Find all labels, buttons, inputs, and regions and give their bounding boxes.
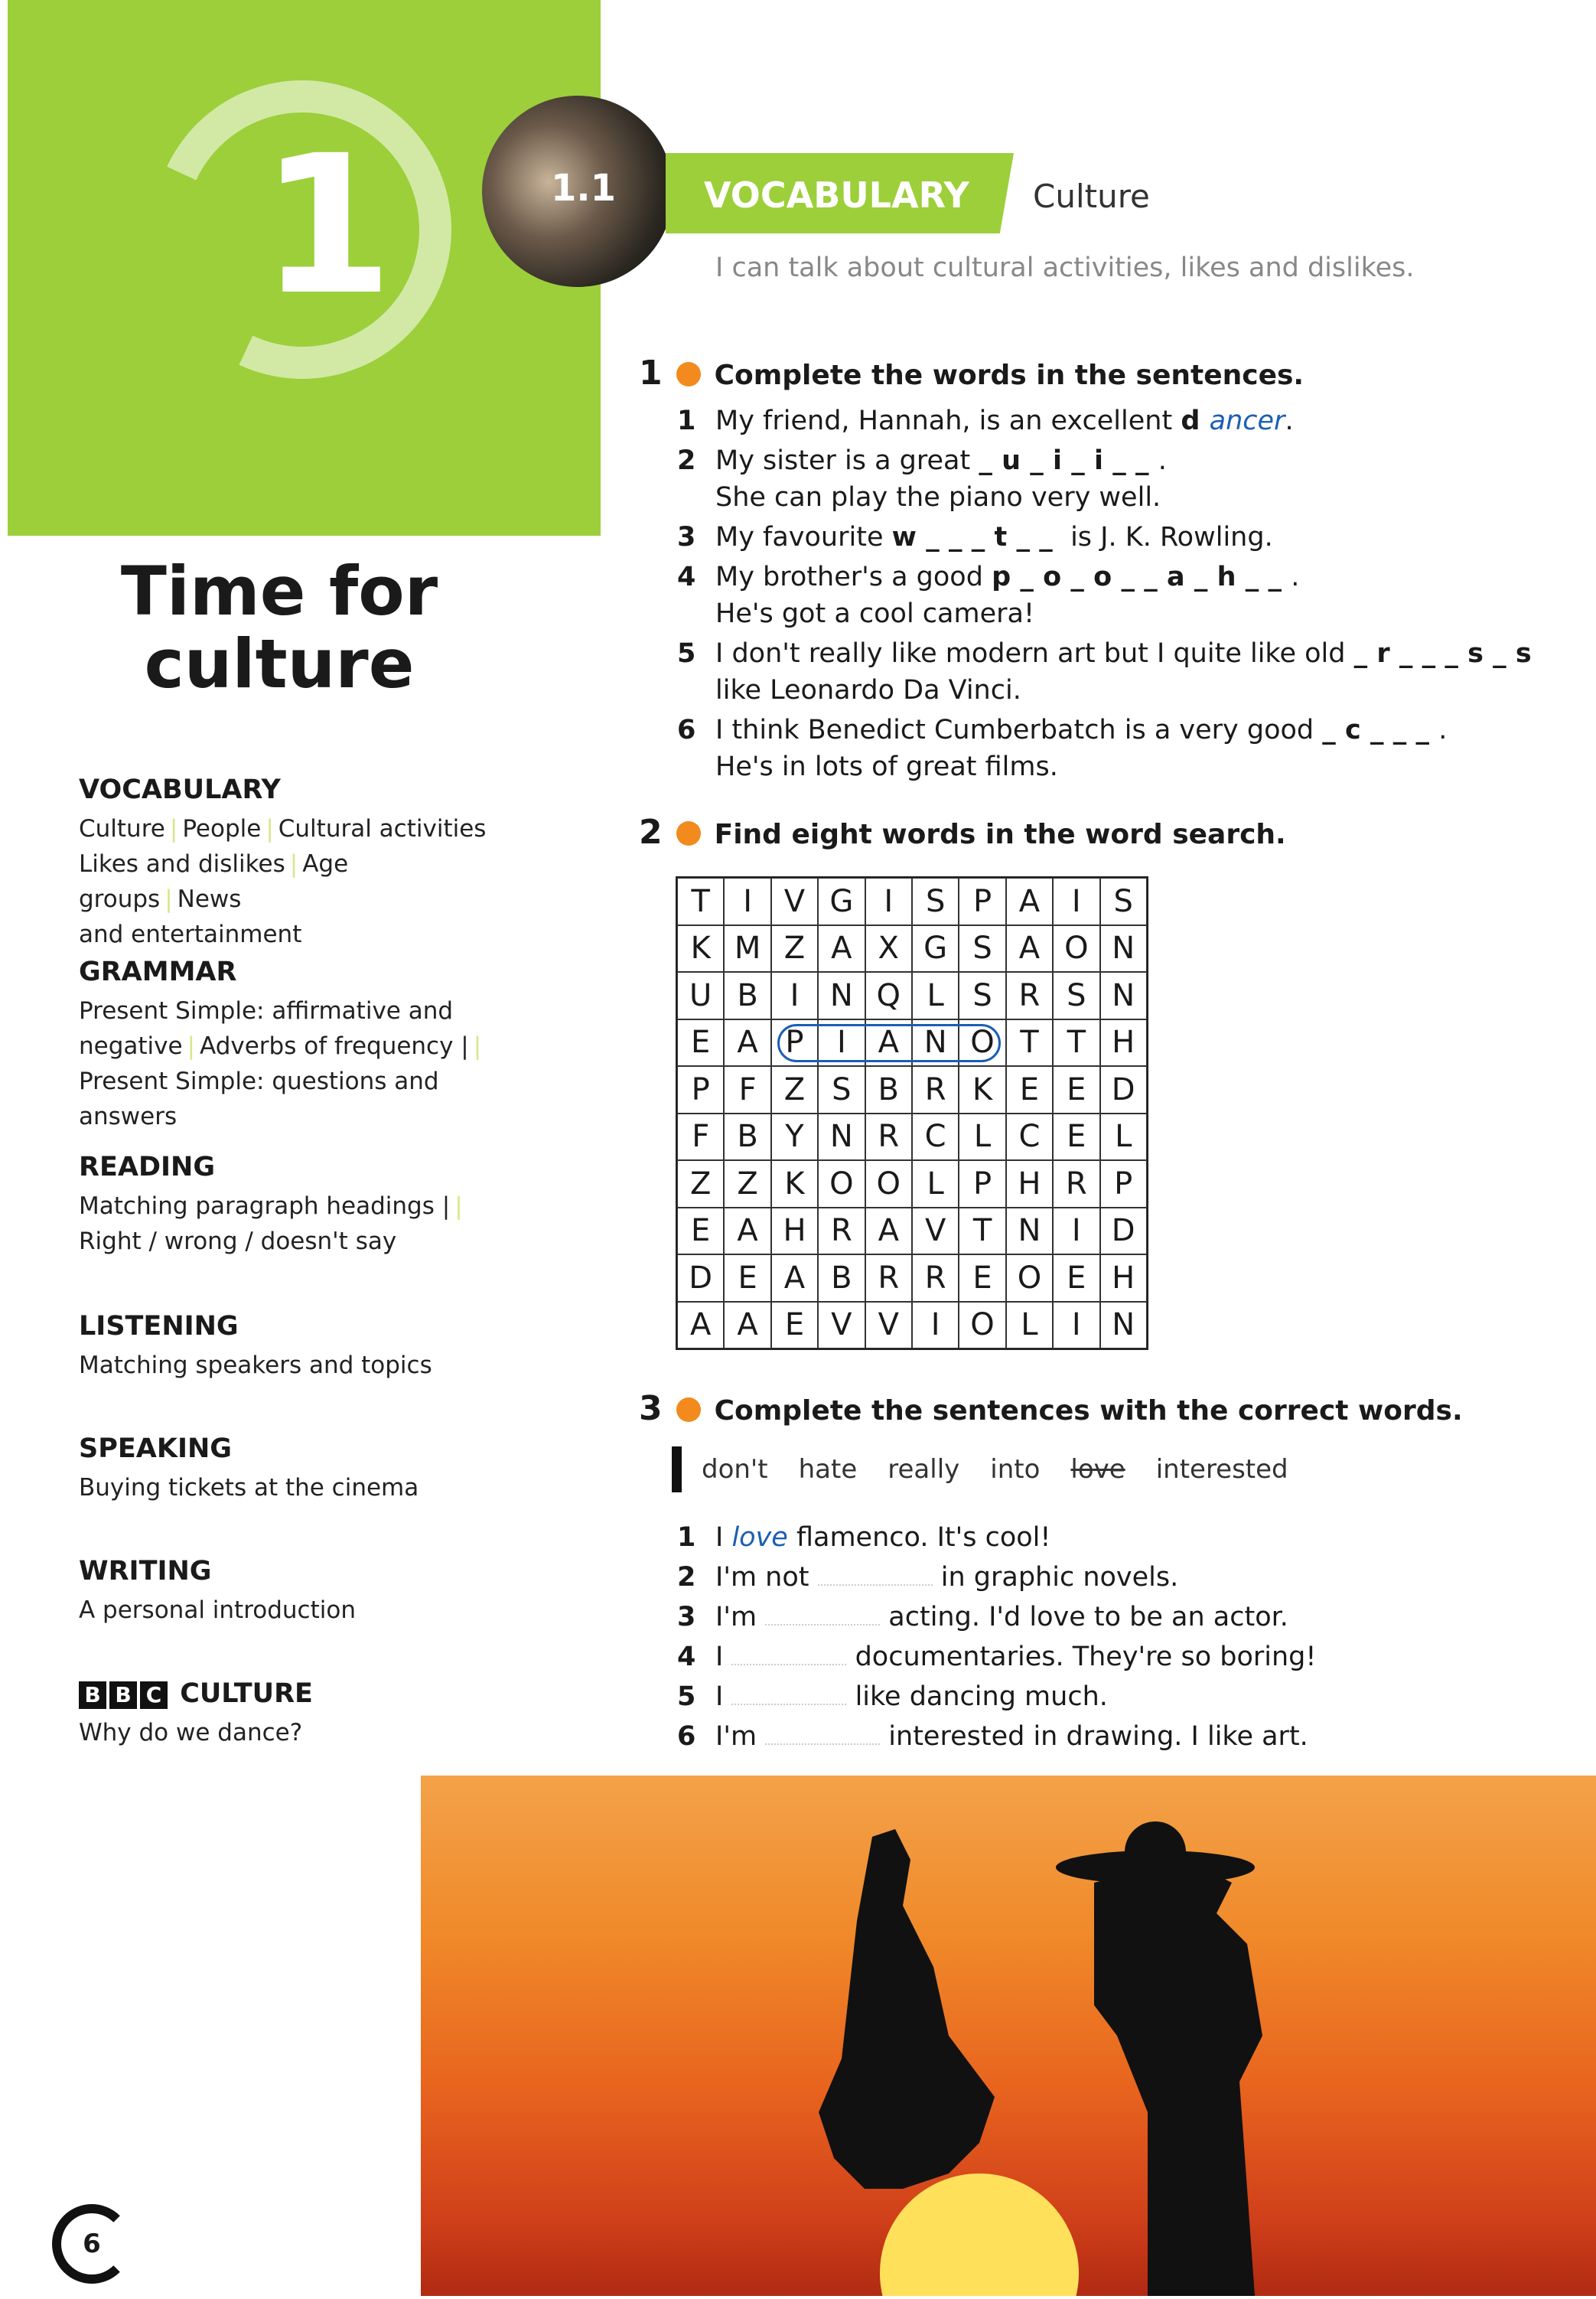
grid-cell: R — [865, 1114, 912, 1161]
separator: | — [187, 1032, 196, 1060]
grid-cell: E — [1006, 1066, 1053, 1114]
answer-blank — [765, 1599, 880, 1626]
item-line — [715, 559, 1299, 595]
separator: | — [265, 815, 274, 843]
level-dot-icon — [676, 362, 701, 386]
item-line — [715, 635, 1541, 672]
contents-heading — [79, 1433, 507, 1464]
contents-heading-text: WRITING — [79, 1556, 212, 1586]
dancer-silhouettes — [421, 1776, 1596, 2296]
lesson-objective: I can talk about cultural activities, likes and dislikes. — [715, 253, 1415, 283]
section-label: VOCABULARY — [704, 174, 969, 216]
contents-line — [79, 1189, 507, 1224]
grid-cell: R — [1006, 972, 1053, 1019]
grid-cell: H — [1100, 1019, 1147, 1067]
item-number: 5 — [677, 1681, 696, 1712]
item-text — [715, 1718, 1308, 1755]
grid-cell: A — [1006, 925, 1053, 973]
item-line-2: She can play the piano very well. — [715, 482, 1161, 513]
item-text — [715, 1639, 1316, 1675]
hat-crown — [1125, 1821, 1186, 1883]
item-text-before: My favourite — [715, 522, 892, 553]
separator: | — [164, 885, 173, 913]
item-number: 5 — [677, 638, 696, 669]
item-number: 4 — [677, 562, 696, 592]
grid-cell: A — [724, 1208, 770, 1255]
exercise-instruction: Find eight words in the word search. — [714, 819, 1286, 850]
contents-topic: Right / wrong / doesn't say — [79, 1228, 397, 1255]
grid-cell: C — [912, 1114, 959, 1161]
word-hint: d — [1181, 406, 1210, 436]
exercise-item — [677, 1718, 1316, 1755]
grid-cell: O — [959, 1302, 1005, 1349]
grid-cell: O — [1053, 925, 1099, 973]
exercise-item — [677, 1678, 1316, 1715]
grid-cell: Q — [865, 972, 912, 1019]
grid-cell: T — [677, 878, 724, 925]
item-line — [715, 442, 1167, 479]
item-text-after: . — [1158, 445, 1167, 476]
grid-cell: O — [865, 1160, 912, 1208]
grid-cell: R — [912, 1066, 959, 1114]
grid-cell: U — [677, 972, 724, 1019]
contents-heading — [79, 1678, 507, 1709]
item-number: 6 — [677, 715, 696, 745]
grid-cell: B — [724, 1114, 770, 1161]
page-number — [52, 2204, 132, 2284]
grid-cell: N — [1100, 972, 1147, 1019]
separator: | — [473, 1032, 482, 1060]
female-dancer-silhouette — [819, 1829, 995, 2189]
item-text-before: I'm — [715, 1602, 766, 1632]
word-bank — [672, 1446, 1319, 1492]
grid-cell: S — [912, 878, 959, 925]
contents-heading-text: CULTURE — [180, 1678, 313, 1709]
grid-cell: B — [865, 1066, 912, 1114]
word-hint: _c___ — [1322, 715, 1439, 745]
item-text-after: documentaries. They're so boring! — [846, 1642, 1317, 1672]
item-text — [715, 519, 1273, 556]
grid-cell: V — [912, 1208, 959, 1255]
exercise-item — [677, 442, 1541, 516]
grid-cell: I — [912, 1302, 959, 1349]
exercise-item — [677, 519, 1541, 556]
grid-cell: I — [1053, 1302, 1099, 1349]
item-text — [715, 712, 1447, 785]
grid-cell: L — [1100, 1114, 1147, 1161]
contents-line — [79, 811, 507, 846]
grid-cell: X — [865, 925, 912, 973]
grid-cell: I — [771, 972, 818, 1019]
grid-cell: S — [1053, 972, 1099, 1019]
contents-topic: Likes and dislikes — [79, 850, 285, 878]
item-number: 2 — [677, 445, 696, 476]
item-text-before: I — [715, 1681, 732, 1712]
grid-cell: P — [771, 1019, 818, 1067]
flamenco-sunset-photo — [421, 1776, 1596, 2296]
exercise-item — [677, 1639, 1316, 1675]
item-line — [715, 712, 1447, 748]
item-number: 4 — [677, 1642, 696, 1672]
grid-cell: I — [818, 1019, 865, 1067]
contents-line — [79, 1224, 507, 1259]
grid-cell: O — [959, 1019, 1005, 1067]
grid-cell: A — [677, 1302, 724, 1349]
grid-cell: D — [1100, 1066, 1147, 1114]
grid-cell: Z — [771, 925, 818, 973]
contents-heading — [79, 957, 507, 987]
grid-cell: E — [1053, 1254, 1099, 1302]
grid-cell: F — [677, 1114, 724, 1161]
answer-text: ancer — [1209, 406, 1285, 436]
item-text-before: I don't really like modern art but I quite like old — [715, 638, 1354, 669]
word-bank-word: really — [888, 1454, 960, 1485]
unit-title — [46, 552, 513, 703]
grid-cell: A — [1006, 878, 1053, 925]
item-text-after: interested in drawing. I like art. — [880, 1721, 1308, 1752]
grid-cell: N — [1100, 925, 1147, 973]
contents-topic: Culture — [79, 815, 165, 843]
item-text — [715, 635, 1541, 709]
word-bank-bar — [672, 1446, 682, 1492]
contents-line — [79, 1715, 507, 1750]
level-dot-icon — [676, 821, 701, 846]
contents-line — [79, 1064, 507, 1134]
word-bank-word: love — [1070, 1454, 1125, 1485]
contents-topic: negative — [79, 1032, 183, 1060]
grid-cell: P — [959, 1160, 1005, 1208]
grid-cell: M — [724, 925, 770, 973]
grid-cell: G — [818, 878, 865, 925]
grid-cell: Z — [724, 1160, 770, 1208]
item-text-before: My friend, Hannah, is an excellent — [715, 406, 1181, 436]
grid-cell: B — [818, 1254, 865, 1302]
grid-cell: V — [771, 878, 818, 925]
contents-heading — [79, 774, 507, 805]
contents-section — [79, 957, 507, 1134]
grid-cell: L — [1006, 1302, 1053, 1349]
exercise-item — [677, 1599, 1316, 1635]
contents-heading-text: SPEAKING — [79, 1433, 233, 1464]
grid-cell: E — [1053, 1114, 1099, 1161]
item-text-after: . — [1291, 562, 1300, 592]
lesson-topic: Culture — [1033, 178, 1150, 215]
item-text-before: I'm — [715, 1721, 766, 1752]
item-text — [715, 559, 1299, 632]
grid-cell: I — [1053, 878, 1099, 925]
grid-cell: S — [959, 972, 1005, 1019]
exercise-instruction: Complete the words in the sentences. — [714, 360, 1304, 391]
exercise-item — [677, 559, 1541, 632]
grid-cell: L — [912, 972, 959, 1019]
exercise-1-heading — [639, 354, 1304, 393]
item-number: 3 — [677, 1602, 696, 1632]
item-text — [715, 1519, 1050, 1556]
contents-line — [79, 993, 507, 1029]
contents-heading-text: GRAMMAR — [79, 957, 237, 987]
contents-topic: Adverbs of frequency | — [200, 1032, 469, 1060]
grid-cell: A — [724, 1019, 770, 1067]
grid-cell: C — [1006, 1114, 1053, 1161]
grid-cell: R — [818, 1208, 865, 1255]
grid-cell: N — [1100, 1302, 1147, 1349]
answer-blank — [731, 1639, 846, 1665]
item-text-before: I — [715, 1642, 732, 1672]
answer-blank — [765, 1718, 880, 1745]
grid-cell: E — [1053, 1066, 1099, 1114]
item-text-after: in graphic novels. — [932, 1562, 1179, 1593]
contents-heading — [79, 1311, 507, 1342]
separator: | — [454, 1192, 463, 1220]
grid-cell: A — [865, 1208, 912, 1255]
exercise-item — [677, 1519, 1316, 1556]
unit-title-line2: culture — [144, 624, 415, 703]
grid-cell: R — [912, 1254, 959, 1302]
exercise-item — [677, 403, 1541, 439]
contents-heading-text: READING — [79, 1152, 216, 1182]
grid-cell: T — [1006, 1019, 1053, 1067]
exercise-item — [677, 1559, 1316, 1596]
grid-cell: Z — [771, 1066, 818, 1114]
item-number: 2 — [677, 1562, 696, 1593]
contents-topic: Matching paragraph headings | — [79, 1192, 451, 1220]
contents-topic: Present Simple: questions and answers — [79, 1068, 439, 1130]
grid-cell: T — [1053, 1019, 1099, 1067]
contents-heading — [79, 1152, 507, 1182]
item-text-after: acting. I'd love to be an actor. — [880, 1602, 1288, 1632]
grid-cell: D — [1100, 1208, 1147, 1255]
word-hint: p_o_o__a_h__ — [992, 562, 1291, 592]
word-bank-word: interested — [1155, 1454, 1288, 1485]
grid-cell: E — [677, 1019, 724, 1067]
item-number: 6 — [677, 1721, 696, 1752]
contents-line — [79, 1593, 507, 1628]
grid-cell: K — [771, 1160, 818, 1208]
answer-blank — [818, 1559, 933, 1586]
grid-cell: V — [818, 1302, 865, 1349]
contents-topic: Buying tickets at the cinema — [79, 1474, 419, 1502]
contents-section — [79, 1311, 507, 1383]
page-number-text: 6 — [83, 2229, 101, 2259]
contents-section — [79, 774, 507, 952]
grid-cell: K — [959, 1066, 1005, 1114]
grid-cell: I — [865, 878, 912, 925]
exercise-number: 1 — [639, 354, 663, 393]
grid-cell: A — [818, 925, 865, 973]
word-hint: w___t__ — [891, 522, 1062, 553]
grid-cell: P — [959, 878, 1005, 925]
bbc-logo-letter: B — [79, 1681, 106, 1709]
grid-cell: R — [865, 1254, 912, 1302]
grid-cell: N — [912, 1019, 959, 1067]
contents-topic: People — [182, 815, 262, 843]
item-text-before: My brother's a good — [715, 562, 992, 592]
word-hint: _r___s_s — [1353, 638, 1542, 669]
answer-blank — [731, 1678, 846, 1705]
item-text — [715, 1678, 1108, 1715]
grid-cell: Y — [771, 1114, 818, 1161]
item-line — [715, 519, 1273, 556]
item-text-after: like dancing much. — [846, 1681, 1108, 1712]
exercise-instruction: Complete the sentences with the correct words. — [714, 1395, 1463, 1427]
unit-number: 1 — [260, 114, 393, 337]
grid-cell: E — [771, 1302, 818, 1349]
contents-topic: Present Simple: affirmative and — [79, 997, 454, 1025]
sun — [880, 2173, 1079, 2296]
grid-cell: S — [1100, 878, 1147, 925]
item-text-before: My sister is a great — [715, 445, 979, 476]
grid-cell: E — [724, 1254, 770, 1302]
contents-topic: and entertainment — [79, 921, 302, 948]
grid-cell: O — [1006, 1254, 1053, 1302]
contents-topic: A personal introduction — [79, 1596, 356, 1624]
level-dot-icon — [676, 1397, 701, 1422]
grid-cell: O — [818, 1160, 865, 1208]
contents-line — [79, 846, 507, 917]
separator: | — [289, 850, 298, 878]
lesson-number: 1.1 — [551, 167, 617, 210]
contents-heading-text: LISTENING — [79, 1311, 239, 1342]
grid-cell: P — [1100, 1160, 1147, 1208]
item-line — [715, 403, 1294, 439]
grid-cell: A — [865, 1019, 912, 1067]
item-line-2: He's got a cool camera! — [715, 598, 1034, 629]
grid-cell: D — [677, 1254, 724, 1302]
word-bank-word: into — [990, 1454, 1041, 1485]
grid-cell: N — [818, 972, 865, 1019]
grid-cell: Z — [677, 1160, 724, 1208]
word-bank-word: hate — [798, 1454, 858, 1485]
grid-cell: N — [1006, 1208, 1053, 1255]
grid-cell: R — [1053, 1160, 1099, 1208]
grid-cell: T — [959, 1208, 1005, 1255]
grid-cell: G — [912, 925, 959, 973]
item-text-before: I — [715, 1522, 732, 1553]
contents-topic: Age groups — [79, 850, 349, 913]
grid-cell: N — [818, 1114, 865, 1161]
exercise-number: 3 — [639, 1389, 663, 1428]
item-text-after: . — [1285, 406, 1294, 436]
contents-line — [79, 1348, 507, 1383]
exercise-2-heading — [639, 813, 1286, 852]
grid-cell: E — [959, 1254, 1005, 1302]
contents-heading — [79, 1556, 507, 1586]
exercise-3-heading — [639, 1389, 1463, 1428]
item-line-2: He's in lots of great films. — [715, 752, 1058, 782]
grid-cell: S — [818, 1066, 865, 1114]
word-hint: _u_i_i__ — [979, 445, 1158, 476]
item-text — [715, 1599, 1288, 1635]
item-number: 1 — [677, 1522, 696, 1553]
grid-cell: P — [677, 1066, 724, 1114]
bbc-logo-letter: C — [140, 1681, 168, 1709]
separator: | — [169, 815, 178, 843]
contents-topic: Matching speakers and topics — [79, 1352, 432, 1379]
item-text-after: flamenco. It's cool! — [787, 1522, 1051, 1553]
bbc-logo-letter: B — [109, 1681, 137, 1709]
grid-cell: A — [724, 1302, 770, 1349]
item-number: 1 — [677, 406, 696, 436]
item-text — [715, 403, 1294, 439]
item-text-before: I think Benedict Cumberbatch is a very good — [715, 715, 1323, 745]
unit-title-line1: Time for — [120, 552, 438, 631]
grid-cell: E — [677, 1208, 724, 1255]
item-text — [715, 442, 1167, 516]
grid-cell: I — [1053, 1208, 1099, 1255]
grid-cell: H — [1006, 1160, 1053, 1208]
item-line-2: like Leonardo Da Vinci. — [715, 675, 1021, 706]
item-number: 3 — [677, 522, 696, 553]
contents-line — [79, 1029, 507, 1064]
grid-cell: L — [959, 1114, 1005, 1161]
contents-section — [79, 1678, 507, 1750]
contents-topic: News — [177, 885, 242, 913]
contents-section — [79, 1152, 507, 1259]
grid-cell: L — [912, 1160, 959, 1208]
grid-cell: B — [724, 972, 770, 1019]
male-dancer-silhouette — [1094, 1860, 1262, 2296]
contents-line — [79, 917, 507, 952]
answer-text: love — [731, 1522, 788, 1553]
item-text-after: is J. K. Rowling. — [1061, 522, 1273, 553]
contents-topic: Why do we dance? — [79, 1719, 303, 1746]
contents-section — [79, 1433, 507, 1505]
contents-heading-text: VOCABULARY — [79, 774, 281, 805]
contents-line — [79, 1470, 507, 1505]
exercise-3-items — [677, 1519, 1316, 1758]
grid-cell: H — [771, 1208, 818, 1255]
item-text-after: . — [1438, 715, 1448, 745]
exercise-item — [677, 635, 1541, 709]
grid-cell: I — [724, 878, 770, 925]
grid-cell: A — [771, 1254, 818, 1302]
exercise-number: 2 — [639, 813, 663, 852]
example-word-circle — [777, 1024, 1001, 1062]
exercise-item — [677, 712, 1541, 785]
grid-cell: V — [865, 1302, 912, 1349]
grid-cell: F — [724, 1066, 770, 1114]
item-text — [715, 1559, 1178, 1596]
word-bank-word: don't — [702, 1454, 768, 1485]
exercise-1-items — [677, 403, 1541, 788]
item-text-before: I'm not — [715, 1562, 818, 1593]
grid-cell: K — [677, 925, 724, 973]
grid-cell: H — [1100, 1254, 1147, 1302]
contents-section — [79, 1556, 507, 1628]
grid-cell: S — [959, 925, 1005, 973]
contents-topic: Cultural activities — [278, 815, 487, 843]
word-search-grid — [676, 876, 1148, 1350]
